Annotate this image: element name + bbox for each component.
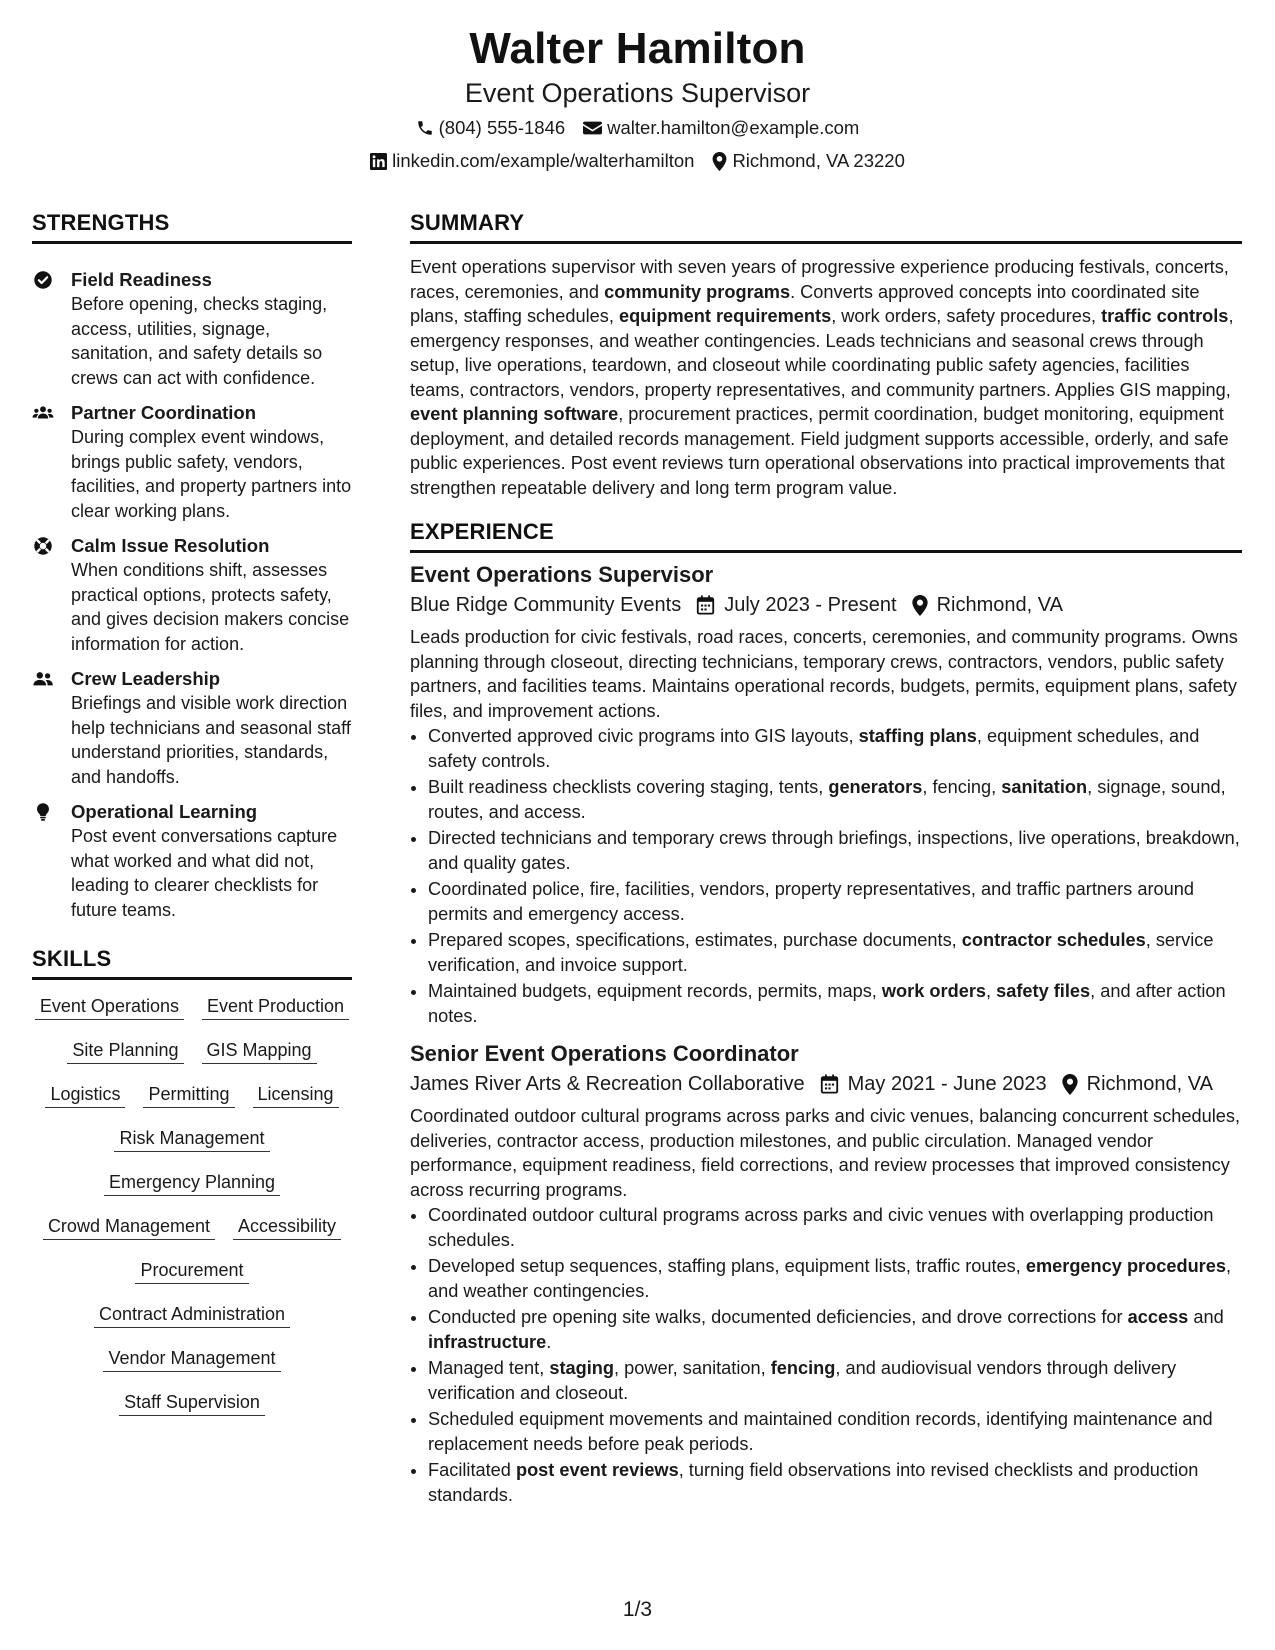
location-text: Richmond, VA 23220 bbox=[732, 150, 905, 171]
location-text: Richmond, VA bbox=[1086, 1073, 1213, 1095]
bold-keyword: fencing bbox=[770, 1358, 836, 1378]
bullet-item: • Built readiness checklists covering staging, tents, generators, fencing, sanitation, signage, sound, routes, and access. bbox=[428, 775, 1242, 824]
phone-icon bbox=[416, 119, 434, 137]
strength-item bbox=[32, 667, 352, 789]
candidate-name: Walter Hamilton bbox=[469, 24, 806, 73]
skill-tag: Event Production bbox=[202, 994, 349, 1020]
calendar-icon bbox=[820, 1074, 839, 1094]
bold-keyword: emergency procedures bbox=[1025, 1256, 1226, 1276]
skills-heading: SKILLS bbox=[32, 946, 352, 980]
company-text: James River Arts & Recreation Collaborative bbox=[410, 1073, 805, 1095]
job-dates bbox=[820, 1070, 1047, 1098]
lightbulb-icon bbox=[32, 801, 54, 823]
bullet-item: • Coordinated outdoor cultural programs across parks and civic venues with overlapping production schedules. bbox=[428, 1203, 1242, 1252]
strength-desc: During complex event windows, brings public safety, vendors, facilities, and property partners into clear working plans. bbox=[71, 427, 352, 521]
bold-keyword: work orders bbox=[881, 981, 987, 1001]
bold-keyword: staging bbox=[549, 1358, 615, 1378]
bold-keyword: infrastructure bbox=[428, 1331, 547, 1352]
experience-heading: EXPERIENCE bbox=[410, 519, 1242, 553]
resume-header bbox=[0, 22, 1275, 173]
bullet-item: • Developed setup sequences, staffing plans, equipment lists, traffic routes, emergency procedures, and weather contingencies. bbox=[428, 1254, 1242, 1303]
calendar-icon bbox=[696, 595, 715, 615]
skill-tag: Procurement bbox=[135, 1258, 248, 1284]
linkedin-icon bbox=[370, 153, 387, 170]
strength-title: Calm Issue Resolution bbox=[71, 535, 270, 556]
bold-keyword: community programs bbox=[604, 281, 791, 302]
job-entry bbox=[410, 561, 1242, 1028]
candidate-title: Event Operations Supervisor bbox=[464, 78, 811, 108]
contact-row-1 bbox=[0, 116, 1275, 140]
bold-keyword: generators bbox=[828, 777, 923, 797]
bold-keyword: access bbox=[1127, 1307, 1189, 1327]
bullet-item: • Scheduled equipment movements and maintained condition records, identifying maintenance and replacement needs before peak periods. bbox=[428, 1407, 1242, 1456]
strength-desc: Briefings and visible work direction help technicians and seasonal staff understand priorities, standards, and handoffs. bbox=[71, 693, 351, 787]
bullet-item: • Converted approved civic programs into GIS layouts, staffing plans, equipment schedules, and safety controls. bbox=[428, 724, 1242, 773]
email-contact[interactable] bbox=[583, 116, 859, 140]
skill-tag: Permitting bbox=[143, 1082, 234, 1108]
location-contact bbox=[712, 149, 904, 173]
strength-item bbox=[32, 800, 352, 922]
strength-desc: Before opening, checks staging, access, utilities, signage, sanitation, and safety details so crews can act with confidence. bbox=[71, 294, 328, 388]
map-pin-icon bbox=[912, 595, 928, 616]
bullet-item: • Conducted pre opening site walks, documented deficiencies, and drove corrections for access and infrastructure. bbox=[428, 1305, 1242, 1354]
linkedin-contact[interactable] bbox=[370, 149, 694, 173]
skill-tag: Vendor Management bbox=[103, 1346, 280, 1372]
check-circle-icon bbox=[32, 269, 54, 291]
job-bullets bbox=[410, 724, 1242, 1028]
right-column bbox=[410, 210, 1242, 1509]
skill-tag: Risk Management bbox=[114, 1126, 269, 1152]
bold-keyword: post event reviews bbox=[515, 1460, 679, 1480]
skill-tag: Licensing bbox=[253, 1082, 339, 1108]
envelope-icon bbox=[583, 120, 602, 136]
bold-keyword: contractor schedules bbox=[961, 930, 1146, 950]
skill-tag: GIS Mapping bbox=[202, 1038, 317, 1064]
strengths-heading: STRENGTHS bbox=[32, 210, 352, 244]
map-pin-icon bbox=[1062, 1074, 1078, 1095]
strength-title: Crew Leadership bbox=[71, 668, 221, 689]
strength-item bbox=[32, 534, 352, 656]
skill-tag: Event Operations bbox=[35, 994, 184, 1020]
skill-tag: Logistics bbox=[45, 1082, 125, 1108]
job-description: Leads production for civic festivals, road races, concerts, ceremonies, and community programs. Owns planning through closeout, directing technicians, temporary crews, contractors, vendors, public safety partners, and facilities teams. Maintains operational records, budgets, permits, equipment plans, safety files, and improvement actions. bbox=[410, 627, 1238, 721]
job-entry bbox=[410, 1040, 1242, 1507]
strength-title: Partner Coordination bbox=[71, 402, 257, 423]
bold-keyword: safety files bbox=[996, 981, 1091, 1001]
bullet-item: • Prepared scopes, specifications, estimates, purchase documents, contractor schedules, service verification, and invoice support. bbox=[428, 928, 1242, 977]
bullet-item: • Directed technicians and temporary crews through briefings, inspections, live operations, breakdown, and quality gates. bbox=[428, 826, 1242, 875]
dates-text: July 2023 - Present bbox=[724, 594, 897, 616]
lifebuoy-icon bbox=[32, 535, 54, 557]
strength-title: Operational Learning bbox=[71, 801, 258, 822]
job-dates bbox=[696, 591, 896, 619]
job-meta bbox=[410, 591, 1242, 619]
skill-tag: Emergency Planning bbox=[104, 1170, 280, 1196]
skill-tag: Staff Supervision bbox=[119, 1390, 265, 1416]
bullet-item: • Coordinated police, fire, facilities, vendors, property representatives, and traffic partners around permits and emergency access. bbox=[428, 877, 1242, 926]
dates-text: May 2021 - June 2023 bbox=[847, 1073, 1047, 1095]
summary-heading: SUMMARY bbox=[410, 210, 1242, 244]
skill-tag: Crowd Management bbox=[43, 1214, 215, 1240]
company-name bbox=[410, 591, 681, 619]
left-column bbox=[32, 210, 352, 1416]
skills-list bbox=[32, 994, 352, 1416]
job-meta bbox=[410, 1070, 1242, 1098]
map-pin-icon bbox=[712, 152, 727, 171]
phone-text: (804) 555-1846 bbox=[438, 117, 566, 138]
users-icon bbox=[32, 402, 54, 424]
job-bullets bbox=[410, 1203, 1242, 1507]
strength-desc: When conditions shift, assesses practical options, protects safety, and gives decision makers concise information for action. bbox=[71, 560, 350, 654]
summary-text: Event operations supervisor with seven years of progressive experience producing festivals, concerts, races, ceremonies, and community programs. Converts approved concepts into coordinated site plans, staffing schedules, equipment requirements, work orders, safety procedures, traffic controls, emergency responses, and weather contingencies. Leads technicians and seasonal crews through setup, live operations, teardown, and closeout while coordinating public safety agencies, facilities teams, contractors, vendors, property representatives, and community partners. Applies GIS mapping, event planning software, procurement practices, permit coordination, budget monitoring, equipment deployment, and detailed records management. Field judgment supports accessible, orderly, and safe public experiences. Post event reviews turn operational observations into practical improvements that strengthen repeatable delivery and long term program value. bbox=[410, 257, 1234, 498]
bold-keyword: sanitation bbox=[1001, 777, 1088, 797]
user-group-icon bbox=[32, 668, 54, 690]
job-location bbox=[912, 591, 1063, 619]
contact-row-2 bbox=[0, 149, 1275, 173]
bullet-item: • Managed tent, staging, power, sanitation, fencing, and audiovisual vendors through delivery verification and closeout. bbox=[428, 1356, 1242, 1405]
job-title: Senior Event Operations Coordinator bbox=[410, 1041, 799, 1066]
bullet-item: • Facilitated post event reviews, turning field observations into revised checklists and production standards. bbox=[428, 1458, 1242, 1507]
location-text: Richmond, VA bbox=[936, 594, 1063, 616]
strength-item bbox=[32, 401, 352, 523]
job-location bbox=[1062, 1070, 1213, 1098]
bold-keyword: equipment requirements bbox=[618, 306, 832, 326]
bold-keyword: event planning software bbox=[410, 404, 619, 424]
bold-keyword: staffing plans bbox=[858, 726, 977, 746]
email-text: walter.hamilton@example.com bbox=[607, 117, 860, 138]
skill-tag: Accessibility bbox=[233, 1214, 341, 1240]
job-description: Coordinated outdoor cultural programs across parks and civic venues, balancing concurrent schedules, deliveries, contractor access, production milestones, and public circulation. Managed vendor performance, equipment readiness, field corrections, and review processes that improved consistency across recurring programs. bbox=[410, 1106, 1241, 1200]
bold-keyword: traffic controls bbox=[1101, 306, 1229, 326]
company-name bbox=[410, 1070, 805, 1098]
skill-tag: Contract Administration bbox=[94, 1302, 290, 1328]
linkedin-text: linkedin.com/example/walterhamilton bbox=[392, 150, 695, 171]
strength-item bbox=[32, 268, 352, 390]
skill-tag: Site Planning bbox=[67, 1038, 183, 1064]
strength-title: Field Readiness bbox=[71, 269, 212, 290]
bullet-item: • Maintained budgets, equipment records, permits, maps, work orders, safety files, and after action notes. bbox=[428, 979, 1242, 1028]
page-number: 1/3 bbox=[622, 1598, 653, 1621]
company-text: Blue Ridge Community Events bbox=[410, 594, 682, 616]
phone-contact[interactable] bbox=[416, 116, 566, 140]
strength-desc: Post event conversations capture what worked and what did not, leading to clearer checklists for future teams. bbox=[71, 826, 338, 920]
job-title: Event Operations Supervisor bbox=[410, 562, 714, 587]
